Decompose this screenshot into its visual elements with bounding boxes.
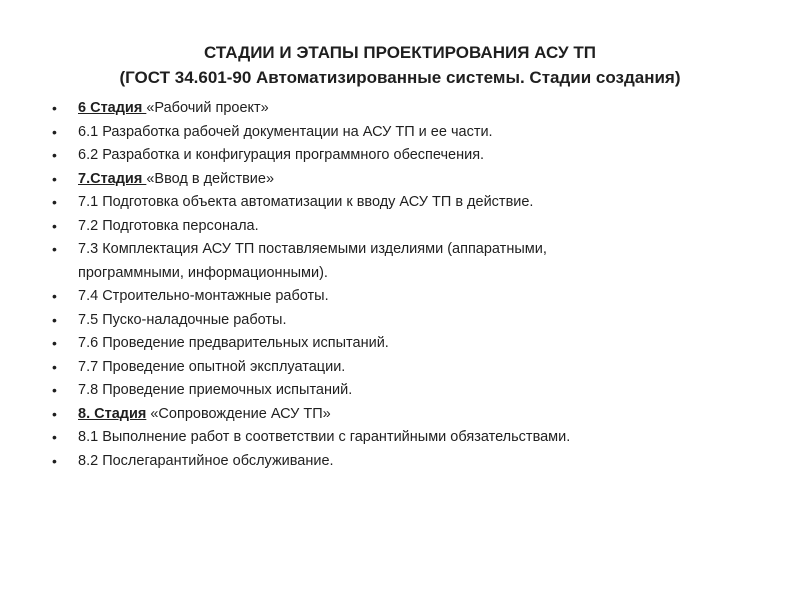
list-item <box>52 356 752 380</box>
item-text: Подготовка объекта автоматизации к вводу АСУ ТП в действие. <box>98 194 534 210</box>
item-text: Выполнение работ в соответствии с гарантийными обязательствами. <box>98 429 571 445</box>
item-number: 7.6 <box>78 335 99 351</box>
item-text: Разработка рабочей документации на АСУ ТП и ее части. <box>98 123 493 140</box>
item-number: 7.4 <box>78 288 99 304</box>
item-number: 6.2 <box>78 147 99 163</box>
item-text: Разработка и конфигурация программного обеспечения. <box>98 147 485 163</box>
item-number: 7.7 <box>78 358 99 375</box>
item-number: 6 Стадия <box>78 100 147 116</box>
list-item <box>52 450 752 474</box>
list-item <box>52 309 752 333</box>
bullet-icon: • <box>52 405 57 422</box>
item-text-continued: программными, информационными). <box>78 264 328 281</box>
bullet-icon: • <box>52 100 57 116</box>
item-number: 7.5 <box>78 311 99 328</box>
item-text: Проведение опытной эксплуатации. <box>98 358 346 375</box>
item-number: 6.1 <box>78 123 99 140</box>
item-number: 7.3 <box>78 241 99 257</box>
item-number: 7.Стадия <box>78 170 147 187</box>
list-item <box>52 191 752 215</box>
list-item <box>52 144 752 168</box>
bullet-icon: • <box>52 358 57 375</box>
list-item <box>52 285 752 309</box>
bullet-icon: • <box>52 452 57 469</box>
bullet-icon: • <box>52 335 57 351</box>
item-number: 8.2 <box>78 452 99 469</box>
item-number: 7.1 <box>78 194 99 210</box>
list-item <box>52 121 752 145</box>
item-text: Комплектация АСУ ТП поставляемыми изделиями (аппаратными, <box>98 241 547 257</box>
item-text: Строительно-монтажные работы. <box>98 288 329 304</box>
item-number: 8. Стадия <box>78 405 147 422</box>
item-number: 7.8 <box>78 382 99 398</box>
stages-list <box>52 97 752 473</box>
bullet-icon: • <box>52 241 57 257</box>
bullet-icon: • <box>52 194 57 210</box>
title-line-1: СТАДИИ И ЭТАПЫ ПРОЕКТИРОВАНИЯ АСУ ТП <box>204 43 596 62</box>
item-text: «Рабочий проект» <box>146 100 269 116</box>
list-item <box>52 215 752 239</box>
item-text: Проведение предварительных испытаний. <box>98 335 389 351</box>
bullet-icon: • <box>52 311 57 328</box>
item-text: «Ввод в действие» <box>146 170 275 187</box>
slide-title <box>40 40 760 90</box>
list-item <box>52 168 752 192</box>
bullet-icon: • <box>52 123 57 140</box>
list-item <box>52 403 752 427</box>
title-line-2: (ГОСТ 34.601-90 Автоматизированные системы. Стадии создания) <box>119 68 681 87</box>
list-item <box>52 332 752 356</box>
item-text: Пуско-наладочные работы. <box>98 311 287 328</box>
item-text: «Сопровождение АСУ ТП» <box>146 405 331 422</box>
list-item <box>52 379 752 403</box>
list-item <box>52 238 752 285</box>
bullet-icon: • <box>52 147 57 163</box>
bullet-icon: • <box>52 288 57 304</box>
item-text: Проведение приемочных испытаний. <box>98 382 353 398</box>
bullet-icon: • <box>52 217 57 234</box>
item-text: Послегарантийное обслуживание. <box>98 452 334 469</box>
bullet-icon: • <box>52 429 57 445</box>
item-text: Подготовка персонала. <box>98 217 259 234</box>
item-number: 8.1 <box>78 429 99 445</box>
list-item <box>52 97 752 121</box>
bullet-icon: • <box>52 170 57 187</box>
list-item <box>52 426 752 450</box>
bullet-icon: • <box>52 382 57 398</box>
item-number: 7.2 <box>78 217 99 234</box>
